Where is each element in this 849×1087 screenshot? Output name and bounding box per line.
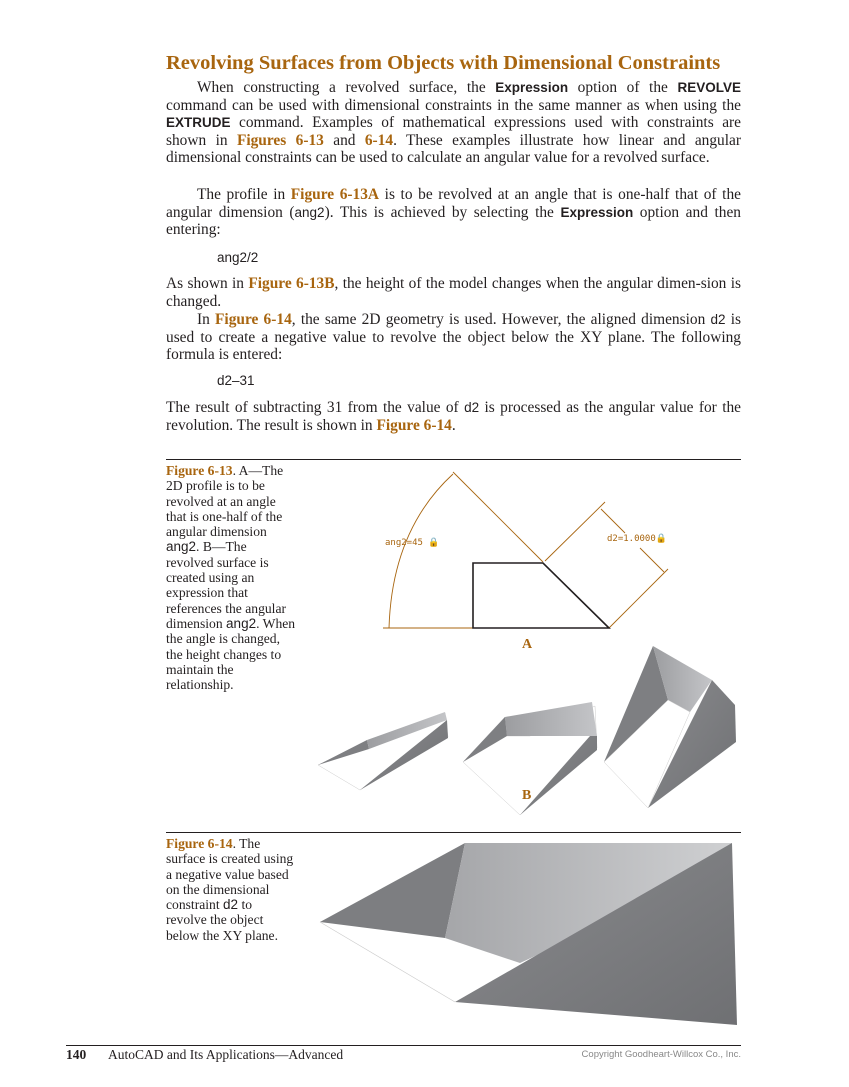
command-term: Expression <box>495 80 569 95</box>
command-term: ang2 <box>166 539 197 555</box>
lock-icon: 🔒 <box>655 534 667 544</box>
text-run: option of the <box>568 79 678 96</box>
lock-icon: 🔒 <box>428 538 440 548</box>
figure-divider <box>166 832 741 833</box>
section-heading: Revolving Surfaces from Objects with Dimensional Constraints <box>166 52 721 74</box>
figure-label-b: B <box>522 788 532 803</box>
figure-reference: Figure 6-14 <box>215 311 292 328</box>
text-run: The result of subtracting 31 from the value of <box>166 399 465 416</box>
command-term: ang2 <box>226 615 257 631</box>
command-term: Expression <box>560 204 634 220</box>
command-term: ang2 <box>294 204 325 220</box>
footer-rule <box>66 1045 741 1046</box>
text-run: . These examples illustrate how linear and angular dimensional constraints can be used to calculate an angular value for a revolved surface. <box>166 131 741 167</box>
command-term: d2 <box>710 312 726 327</box>
figure-6-13a-profile <box>383 472 668 628</box>
code-expression-2: d2–31 <box>217 373 255 388</box>
text-run: . When the angle is changed, the height changes to maintain the relationship. <box>166 615 296 693</box>
text-run: command. Examples of mathematical expressions used with constraints are shown in <box>166 114 741 149</box>
text-run: In <box>197 311 216 328</box>
text-run: is processed as the angular value for the revolution. The result is shown in <box>166 399 741 434</box>
copyright: Copyright Goodheart-Willcox Co., Inc. <box>581 1049 741 1060</box>
text-run: , the same 2D geometry is used. However, the aligned dimension <box>291 311 711 328</box>
text-run: , the height of the model changes when the angular dimen-sion is changed. <box>166 275 741 310</box>
command-term: d2 <box>223 897 239 913</box>
text-run: command can be used with dimensional constraints in the same manner as when using the <box>166 96 741 114</box>
text-run: option and then entering: <box>166 203 741 239</box>
linear-dimension-value: d2=1.0000 <box>607 534 656 544</box>
text-run: . <box>451 416 456 434</box>
figure-reference: Figure 6-13B <box>248 275 335 292</box>
text-run: and <box>323 131 365 149</box>
figure-reference: Figure 6-14 <box>376 416 452 434</box>
figure-reference: Figures 6-13 <box>236 131 324 149</box>
text-run: is used to create a negative value to revolve the object below the XY plane. The following formula is entered: <box>166 311 742 364</box>
text-run: The profile in <box>197 186 291 203</box>
text-run: to revolve the object below the XY plane. <box>166 897 278 943</box>
command-term: REVOLVE <box>677 80 741 95</box>
text-run: . A—The 2D profile is to be revolved at an angle that is one-half of the angular dimension <box>166 463 284 540</box>
angular-dimension-label <box>385 538 440 548</box>
figure-reference: Figure 6-13 <box>166 463 233 478</box>
figure-reference: Figure 6-14 <box>166 836 233 851</box>
linear-dimension-label <box>607 534 667 544</box>
command-term: d2 <box>464 400 480 415</box>
figure-6-14-surface <box>320 843 737 1025</box>
text-run: . The surface is created using a negative value based on the dimensional constraint <box>166 836 294 913</box>
text-run: is to be revolved at an angle that is one-half that of the angular dimension ( <box>166 186 741 221</box>
angular-dimension-value: ang2=45 <box>385 538 423 548</box>
text-run: As shown in <box>166 275 249 292</box>
figure-label-a: A <box>522 637 533 652</box>
figure-reference: 6-14 <box>364 131 394 149</box>
page-number: 140 <box>66 1047 87 1062</box>
text-run: When constructing a revolved surface, the <box>197 79 496 96</box>
text-run: ). This is achieved by selecting the <box>324 203 561 221</box>
text-run: . B—The revolved surface is created using an expression that references the angular dimension <box>166 539 287 631</box>
command-term: EXTRUDE <box>166 115 231 131</box>
figure-6-14-caption <box>166 836 296 943</box>
code-expression-1: ang2/2 <box>217 250 259 265</box>
book-title: AutoCAD and Its Applications—Advanced <box>108 1047 344 1062</box>
figure-reference: Figure 6-13A <box>290 186 380 203</box>
